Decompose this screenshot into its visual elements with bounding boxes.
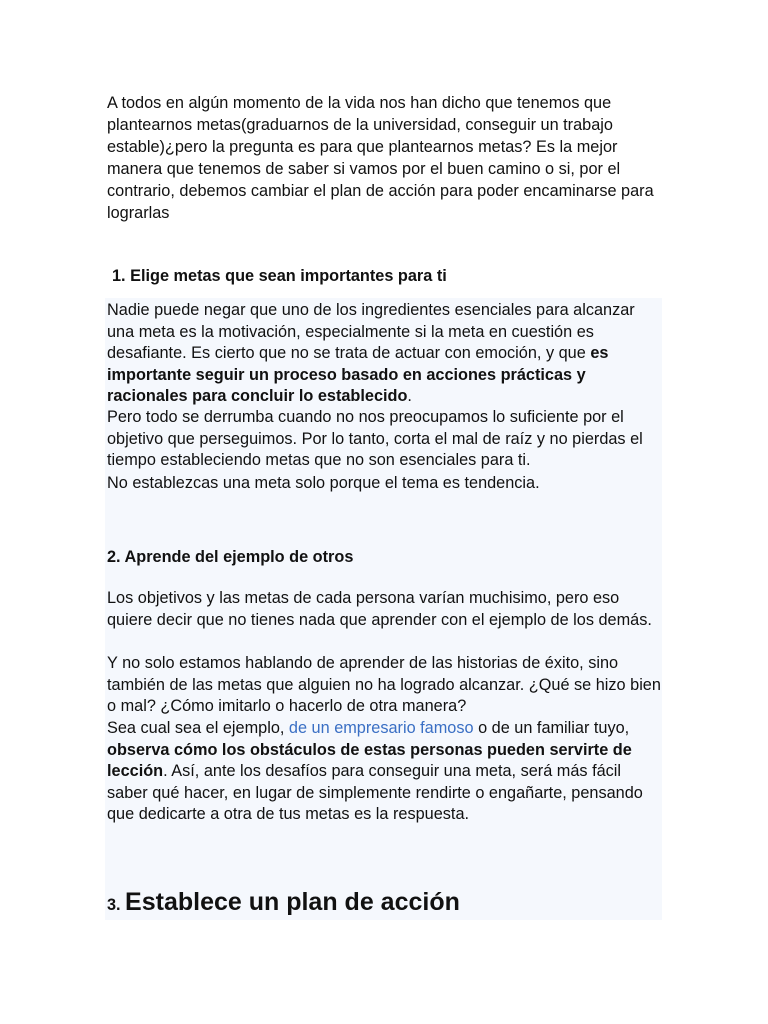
section-2-paragraph-1: Los objetivos y las metas de cada persona varían muchisimo, pero eso quiere decir que no tienes nada que aprender con el ejemplo de los demás. <box>107 589 652 629</box>
section-3-title: Establece un plan de acción <box>125 888 460 916</box>
section-1-paragraph-1-end: . <box>407 387 412 405</box>
section-1-heading: 1. Elige metas que sean importantes para ti <box>112 267 447 285</box>
section-2-paragraph-3-text-a: Sea cual sea el ejemplo, <box>107 719 289 737</box>
section-2-paragraph-3-text-b: o de un familiar tuyo, <box>473 719 630 737</box>
section-2-bold-text: observa cómo los obstáculos de estas personas pueden servirte de lección <box>107 740 632 780</box>
section-2-paragraph-3-text-c: . Así, ante los desafíos para conseguir una meta, será más fácil saber qué hacer, en lugar de simplemente rendirte o engañarte, pensando que dedicarte a otra de tus metas es la respuesta. <box>107 762 643 823</box>
section-2-heading: 2. Aprende del ejemplo de otros <box>107 548 354 566</box>
section-1-paragraph-1 <box>107 300 663 408</box>
section-2-paragraph-2: Y no solo estamos hablando de aprender de las historias de éxito, sino también de las metas que alguien no ha logrado alcanzar. ¿Qué se hizo bien o mal? ¿Cómo imitarlo o hacerlo de otra manera? <box>107 654 661 715</box>
section-1-paragraph-1-text: Nadie puede negar que uno de los ingredientes esenciales para alcanzar una meta es la motivación, especialmente si la meta en cuestión es desafiante. Es cierto que no se trata de actuar con emoción, y que <box>107 301 635 362</box>
section-3-heading <box>107 888 460 917</box>
section-1-paragraph-2: Pero todo se derrumba cuando no nos preocupamos lo suficiente por el objetivo que perseguimos. Por lo tanto, corta el mal de raíz y no pierdas el tiempo estableciendo metas que no son esenciales para ti. <box>107 408 643 469</box>
empresario-famoso-link[interactable]: de un empresario famoso <box>288 719 474 737</box>
section-2-paragraph-3 <box>107 718 663 826</box>
section-3-number: 3. <box>107 896 121 914</box>
section-1-bold-text: es importante seguir un proceso basado en acciones prácticas y racionales para concluir lo establecido <box>107 344 609 405</box>
section-1-paragraph-3: No establezcas una meta solo porque el tema es tendencia. <box>107 474 540 492</box>
intro-paragraph: A todos en algún momento de la vida nos han dicho que tenemos que plantearnos metas(graduarnos de la universidad, conseguir un trabajo estable)¿pero la pregunta es para que plantearnos metas? Es la mejor manera que tenemos de saber si vamos por el buen camino o si, por el contrario, debemos cambiar el plan de acción para poder encaminarse para lograrlas <box>107 94 654 222</box>
